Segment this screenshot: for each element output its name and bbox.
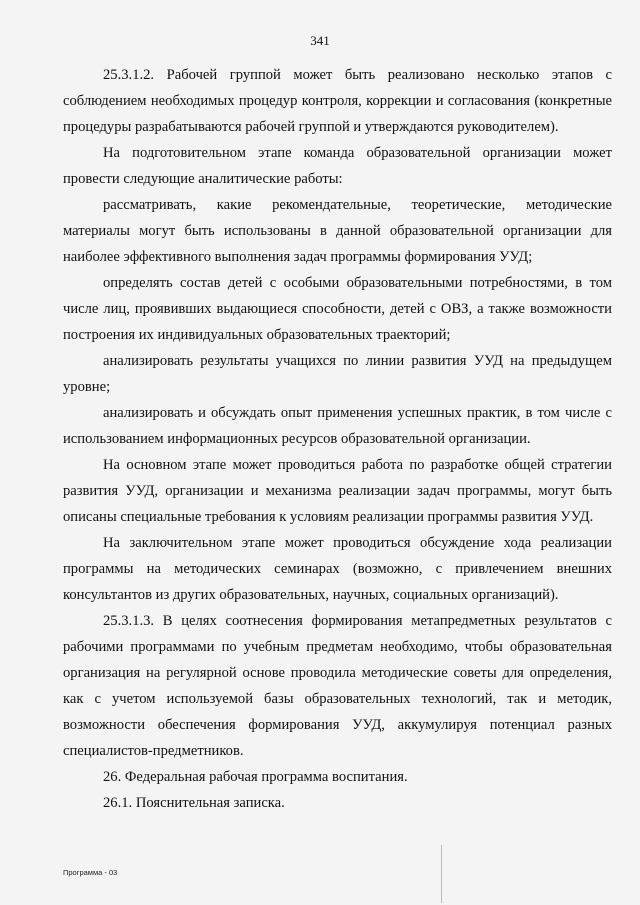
list-item-analyze-practices: анализировать и обсуждать опыт применения успешных практик, в том числе с использованием информационных ресурсов образовательной организации. [63,405,612,447]
paragraph-main-stage: На основном этапе может проводиться работа по разработке общей стратегии развития УУД, организации и механизма реализации задач программы, могут быть описаны специальные требования к условиям реализации программы развития УУД. [63,457,612,525]
scan-artifact-line [441,845,442,903]
page-number: 341 [310,33,330,48]
section-heading-26-1: 26.1. Пояснительная записка. [103,795,285,811]
document-body [63,62,612,816]
footer-label: Программа - 03 [63,868,118,877]
paragraph-25-3-1-3: 25.3.1.3. В целях соотнесения формирования метапредметных результатов с рабочими программами по учебным предметам необходимо, чтобы образовательная организация на регулярной основе проводила методические советы для определения, как с учетом используемой базы образовательных технологий, так и методик, возможности обеспечения формирования УУД, аккумулируя потенциал разных специалистов-предметников. [63,613,612,759]
section-heading-26: 26. Федеральная рабочая программа воспитания. [103,769,408,785]
list-item-review-materials: рассматривать, какие рекомендательные, теоретические, методические материалы могут быть использованы в данной образовательной организации для наиболее эффективного выполнения задач программы формирования УУД; [63,197,612,265]
list-item-determine-children: определять состав детей с особыми образовательными потребностями, в том числе лиц, проявивших выдающиеся способности, детей с ОВЗ, а также возможности построения их индивидуальных образовательных траекторий; [63,275,612,343]
paragraph-preparatory-stage: На подготовительном этапе команда образовательной организации может провести следующие аналитические работы: [63,145,612,187]
paragraph-final-stage: На заключительном этапе может проводиться обсуждение хода реализации программы на методических семинарах (возможно, с привлечением внешних консультантов из других образовательных, научных, социальных организаций). [63,535,612,603]
paragraph-25-3-1-2: 25.3.1.2. Рабочей группой может быть реализовано несколько этапов с соблюдением необходимых процедур контроля, коррекции и согласования (конкретные процедуры разрабатываются рабочей группой и утверждаются руководителем). [63,67,612,135]
list-item-analyze-results: анализировать результаты учащихся по линии развития УУД на предыдущем уровне; [63,353,612,395]
